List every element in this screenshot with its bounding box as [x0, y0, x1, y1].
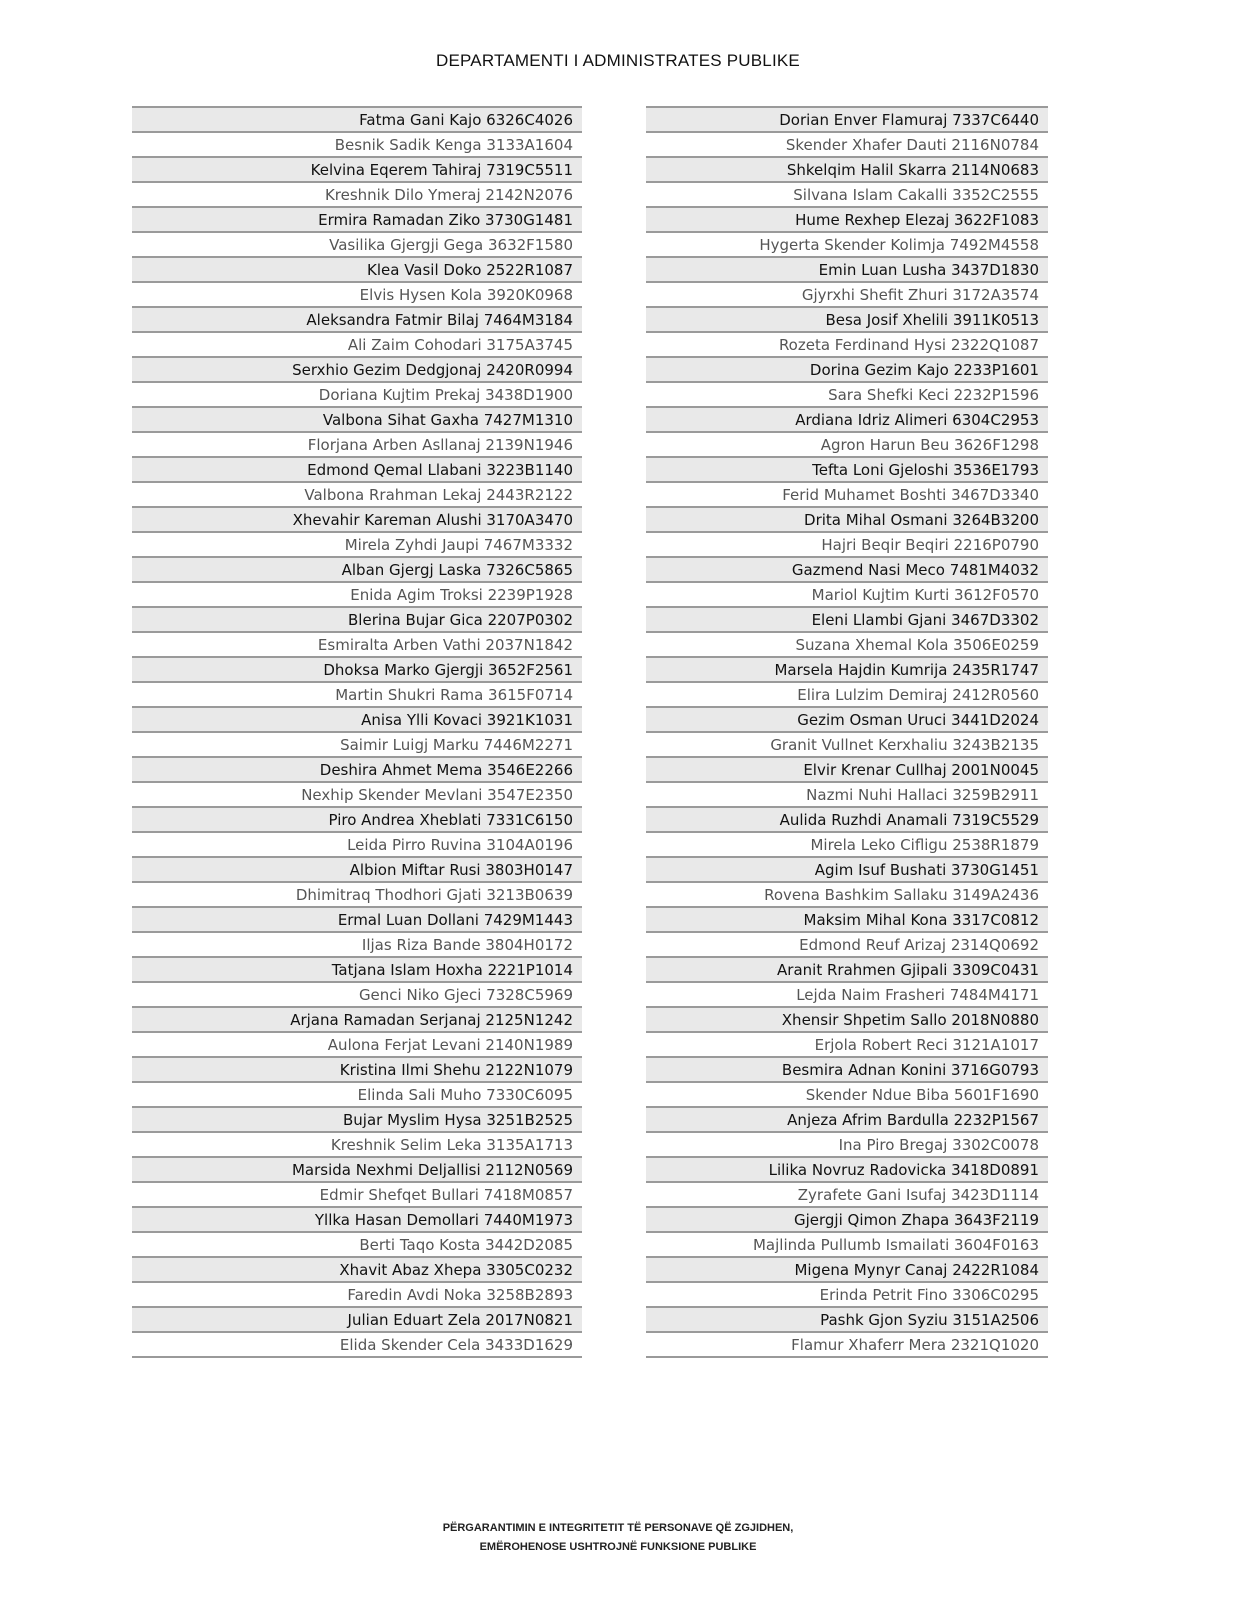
list-item: Kelvina Eqerem Tahiraj 7319C5511: [132, 158, 582, 183]
list-item: Mirela Zyhdi Jaupi 7467M3332: [132, 533, 582, 558]
list-item: Klea Vasil Doko 2522R1087: [132, 258, 582, 283]
list-item: Zyrafete Gani Isufaj 3423D1114: [646, 1183, 1048, 1208]
list-item: Arjana Ramadan Serjanaj 2125N1242: [132, 1008, 582, 1033]
page-title: DEPARTAMENTI I ADMINISTRATES PUBLIKE: [436, 51, 800, 70]
list-item: Florjana Arben Asllanaj 2139N1946: [132, 433, 582, 458]
name-rows-left: [132, 106, 582, 1358]
list-item: Albion Miftar Rusi 3803H0147: [132, 858, 582, 883]
list-item: Yllka Hasan Demollari 7440M1973: [132, 1208, 582, 1233]
list-item: Lejda Naim Frasheri 7484M4171: [646, 983, 1048, 1008]
list-item: Ina Piro Bregaj 3302C0078: [646, 1133, 1048, 1158]
list-item: Vasilika Gjergji Gega 3632F1580: [132, 233, 582, 258]
list-item: Drita Mihal Osmani 3264B3200: [646, 508, 1048, 533]
list-item: Berti Taqo Kosta 3442D2085: [132, 1233, 582, 1258]
footer-line-1: PËRGARANTIMIN E INTEGRITETIT TË PERSONAVE QË ZGJIDHEN,: [442, 1522, 794, 1534]
list-item: Agron Harun Beu 3626F1298: [646, 433, 1048, 458]
list-item: Edmond Reuf Arizaj 2314Q0692: [646, 933, 1048, 958]
list-item: Edmond Qemal Llabani 3223B1140: [132, 458, 582, 483]
list-item: Aleksandra Fatmir Bilaj 7464M3184: [132, 308, 582, 333]
list-item: Piro Andrea Xheblati 7331C6150: [132, 808, 582, 833]
footer-line-2: EMËROHENOSE USHTROJNË FUNKSIONE PUBLIKE: [479, 1541, 757, 1553]
list-item: Majlinda Pullumb Ismailati 3604F0163: [646, 1233, 1048, 1258]
list-item: Valbona Sihat Gaxha 7427M1310: [132, 408, 582, 433]
list-item: Hygerta Skender Kolimja 7492M4558: [646, 233, 1048, 258]
list-item: Sara Shefki Keci 2232P1596: [646, 383, 1048, 408]
list-item: Elvis Hysen Kola 3920K0968: [132, 283, 582, 308]
list-item: Kreshnik Selim Leka 3135A1713: [132, 1133, 582, 1158]
list-item: Leida Pirro Ruvina 3104A0196: [132, 833, 582, 858]
list-item: Dhimitraq Thodhori Gjati 3213B0639: [132, 883, 582, 908]
list-item: Tatjana Islam Hoxha 2221P1014: [132, 958, 582, 983]
list-item: Ardiana Idriz Alimeri 6304C2953: [646, 408, 1048, 433]
list-item: Elida Skender Cela 3433D1629: [132, 1333, 582, 1358]
list-item: Skender Xhafer Dauti 2116N0784: [646, 133, 1048, 158]
list-item: Marsela Hajdin Kumrija 2435R1747: [646, 658, 1048, 683]
list-item: Pashk Gjon Syziu 3151A2506: [646, 1308, 1048, 1333]
list-item: Aranit Rrahmen Gjipali 3309C0431: [646, 958, 1048, 983]
list-item: Dorina Gezim Kajo 2233P1601: [646, 358, 1048, 383]
list-item: Lilika Novruz Radovicka 3418D0891: [646, 1158, 1048, 1183]
list-item: Anisa Ylli Kovaci 3921K1031: [132, 708, 582, 733]
list-item: Silvana Islam Cakalli 3352C2555: [646, 183, 1048, 208]
list-item: Nazmi Nuhi Hallaci 3259B2911: [646, 783, 1048, 808]
list-item: Hajri Beqir Beqiri 2216P0790: [646, 533, 1048, 558]
list-item: Enida Agim Troksi 2239P1928: [132, 583, 582, 608]
list-item: Xhavit Abaz Xhepa 3305C0232: [132, 1258, 582, 1283]
list-item: Gezim Osman Uruci 3441D2024: [646, 708, 1048, 733]
list-item: Gazmend Nasi Meco 7481M4032: [646, 558, 1048, 583]
list-item: Dhoksa Marko Gjergji 3652F2561: [132, 658, 582, 683]
list-item: Besa Josif Xhelili 3911K0513: [646, 308, 1048, 333]
list-item: Aulida Ruzhdi Anamali 7319C5529: [646, 808, 1048, 833]
list-item: Xhevahir Kareman Alushi 3170A3470: [132, 508, 582, 533]
list-item: Fatma Gani Kajo 6326C4026: [132, 108, 582, 133]
list-item: Esmiralta Arben Vathi 2037N1842: [132, 633, 582, 658]
list-item: Marsida Nexhmi Deljallisi 2112N0569: [132, 1158, 582, 1183]
list-item: Besmira Adnan Konini 3716G0793: [646, 1058, 1048, 1083]
list-item: Erjola Robert Reci 3121A1017: [646, 1033, 1048, 1058]
list-item: Dorian Enver Flamuraj 7337C6440: [646, 108, 1048, 133]
list-item: Suzana Xhemal Kola 3506E0259: [646, 633, 1048, 658]
list-item: Maksim Mihal Kona 3317C0812: [646, 908, 1048, 933]
list-item: Aulona Ferjat Levani 2140N1989: [132, 1033, 582, 1058]
list-item: Edmir Shefqet Bullari 7418M0857: [132, 1183, 582, 1208]
name-rows-right: [646, 106, 1048, 1358]
list-item: Eleni Llambi Gjani 3467D3302: [646, 608, 1048, 633]
list-item: Mirela Leko Cifligu 2538R1879: [646, 833, 1048, 858]
list-item: Ali Zaim Cohodari 3175A3745: [132, 333, 582, 358]
list-item: Ermal Luan Dollani 7429M1443: [132, 908, 582, 933]
list-item: Iljas Riza Bande 3804H0172: [132, 933, 582, 958]
list-item: Serxhio Gezim Dedgjonaj 2420R0994: [132, 358, 582, 383]
name-list-left: [132, 106, 582, 1358]
list-item: Hume Rexhep Elezaj 3622F1083: [646, 208, 1048, 233]
list-item: Valbona Rrahman Lekaj 2443R2122: [132, 483, 582, 508]
list-item: Genci Niko Gjeci 7328C5969: [132, 983, 582, 1008]
list-item: Elinda Sali Muho 7330C6095: [132, 1083, 582, 1108]
list-item: Bujar Myslim Hysa 3251B2525: [132, 1108, 582, 1133]
list-item: Granit Vullnet Kerxhaliu 3243B2135: [646, 733, 1048, 758]
name-list-right: [646, 106, 1048, 1358]
list-item: Julian Eduart Zela 2017N0821: [132, 1308, 582, 1333]
list-item: Martin Shukri Rama 3615F0714: [132, 683, 582, 708]
list-item: Elira Lulzim Demiraj 2412R0560: [646, 683, 1048, 708]
list-item: Nexhip Skender Mevlani 3547E2350: [132, 783, 582, 808]
list-item: Elvir Krenar Cullhaj 2001N0045: [646, 758, 1048, 783]
list-item: Kreshnik Dilo Ymeraj 2142N2076: [132, 183, 582, 208]
list-item: Migena Mynyr Canaj 2422R1084: [646, 1258, 1048, 1283]
list-item: Anjeza Afrim Bardulla 2232P1567: [646, 1108, 1048, 1133]
list-item: Deshira Ahmet Mema 3546E2266: [132, 758, 582, 783]
list-item: Ermira Ramadan Ziko 3730G1481: [132, 208, 582, 233]
list-item: Xhensir Shpetim Sallo 2018N0880: [646, 1008, 1048, 1033]
list-item: Mariol Kujtim Kurti 3612F0570: [646, 583, 1048, 608]
list-item: Flamur Xhaferr Mera 2321Q1020: [646, 1333, 1048, 1358]
list-item: Rozeta Ferdinand Hysi 2322Q1087: [646, 333, 1048, 358]
list-item: Gjergji Qimon Zhapa 3643F2119: [646, 1208, 1048, 1233]
list-item: Shkelqim Halil Skarra 2114N0683: [646, 158, 1048, 183]
list-item: Blerina Bujar Gica 2207P0302: [132, 608, 582, 633]
list-item: Gjyrxhi Shefit Zhuri 3172A3574: [646, 283, 1048, 308]
list-item: Saimir Luigj Marku 7446M2271: [132, 733, 582, 758]
list-item: Besnik Sadik Kenga 3133A1604: [132, 133, 582, 158]
list-item: Emin Luan Lusha 3437D1830: [646, 258, 1048, 283]
footer: [0, 1519, 1236, 1557]
list-item: Erinda Petrit Fino 3306C0295: [646, 1283, 1048, 1308]
list-item: Ferid Muhamet Boshti 3467D3340: [646, 483, 1048, 508]
list-item: Skender Ndue Biba 5601F1690: [646, 1083, 1048, 1108]
list-item: Agim Isuf Bushati 3730G1451: [646, 858, 1048, 883]
list-item: Faredin Avdi Noka 3258B2893: [132, 1283, 582, 1308]
list-item: Kristina Ilmi Shehu 2122N1079: [132, 1058, 582, 1083]
list-item: Alban Gjergj Laska 7326C5865: [132, 558, 582, 583]
list-item: Rovena Bashkim Sallaku 3149A2436: [646, 883, 1048, 908]
list-item: Doriana Kujtim Prekaj 3438D1900: [132, 383, 582, 408]
list-item: Tefta Loni Gjeloshi 3536E1793: [646, 458, 1048, 483]
